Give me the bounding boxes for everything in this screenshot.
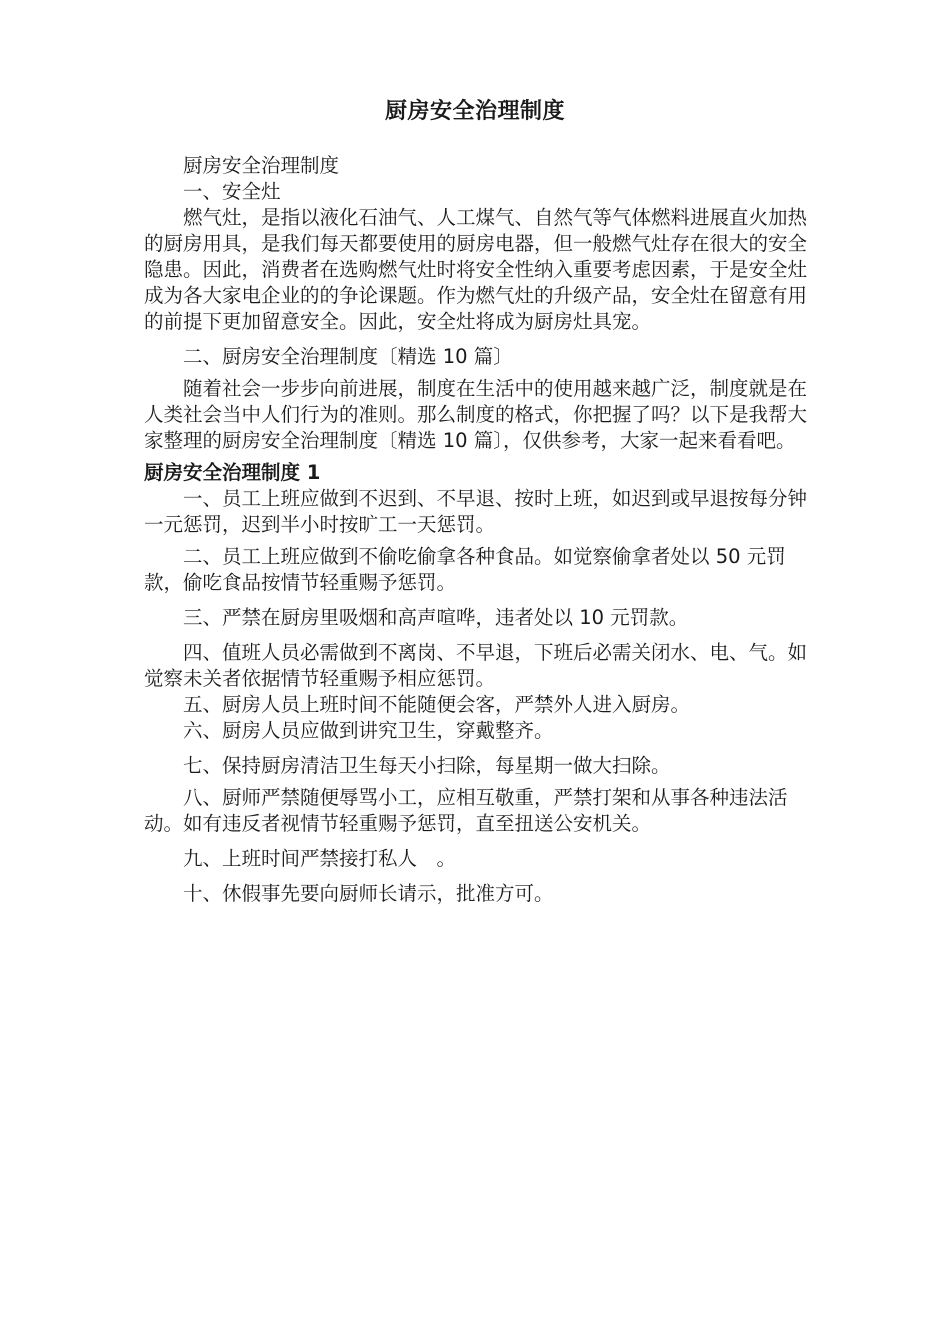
section2-title: 二、厨房安全治理制度〔精选 10 篇〕 (183, 345, 513, 368)
section2-body: 随着社会一步步向前进展，制度在生活中的使用越来越广泛，制度就是在人类社会当中人们行为的准则。那么制度的格式，你把握了吗？以下是我帮大家整理的厨房安全治理制度〔精选 10 篇〕，仅供参考，大家一起来看看吧。 (144, 377, 808, 452)
rule-item: 六、厨房人员应做到讲究卫生，穿戴整齐。 (183, 719, 554, 742)
rule-item: 十、休假事先要向厨师长请示，批准方可。 (183, 882, 554, 905)
rule-item: 三、严禁在厨房里吸烟和高声喧哗，违者处以 10 元罚款。 (183, 606, 689, 629)
rule-item: 四、值班人员必需做到不离岗、不早退，下班后必需关闭水、电、气。如觉察未关者依据情节轻重赐予相应惩罚。 (144, 641, 808, 690)
section1-title: 一、安全灶 (183, 180, 281, 203)
page-title: 厨房安全治理制度 (384, 99, 565, 124)
section1-body: 燃气灶，是指以液化石油气、人工煤气、自然气等气体燃料进展直火加热的厨房用具，是我们每天都要使用的厨房电器，但一般燃气灶存在很大的安全隐患。因此，消费者在选购燃气灶时将安全性纳入重要考虑因素，于是安全灶成为各大家电企业的的争论课题。作为燃气灶的升级产品，安全灶在留意有用的前提下更加留意安全。因此，安全灶将成为厨房灶具宠。 (144, 206, 808, 333)
rule-item: 七、保持厨房清洁卫生每天小扫除，每星期一做大扫除。 (183, 754, 671, 777)
document-body (144, 153, 810, 907)
part1-heading: 厨房安全治理制度 1 (144, 461, 321, 484)
rule-item: 一、员工上班应做到不迟到、不早退、按时上班，如迟到或早退按每分钟一元惩罚，迟到半小时按旷工一天惩罚。 (144, 487, 808, 536)
rule-item: 八、厨师严禁随便辱骂小工，应相互敬重，严禁打架和从事各种违法活动。如有违反者视情节轻重赐予惩罚，直至扭送公安机关。 (144, 786, 788, 835)
intro-heading: 厨房安全治理制度 (183, 154, 340, 177)
rule-item: 九、上班时间严禁接打私人 。 (183, 847, 457, 870)
rule-item: 五、厨房人员上班时间不能随便会客，严禁外人进入厨房。 (183, 693, 691, 716)
rule-item: 二、员工上班应做到不偷吃偷拿各种食品。如觉察偷拿者处以 50 元罚款，偷吃食品按情节轻重赐予惩罚。 (144, 545, 786, 594)
